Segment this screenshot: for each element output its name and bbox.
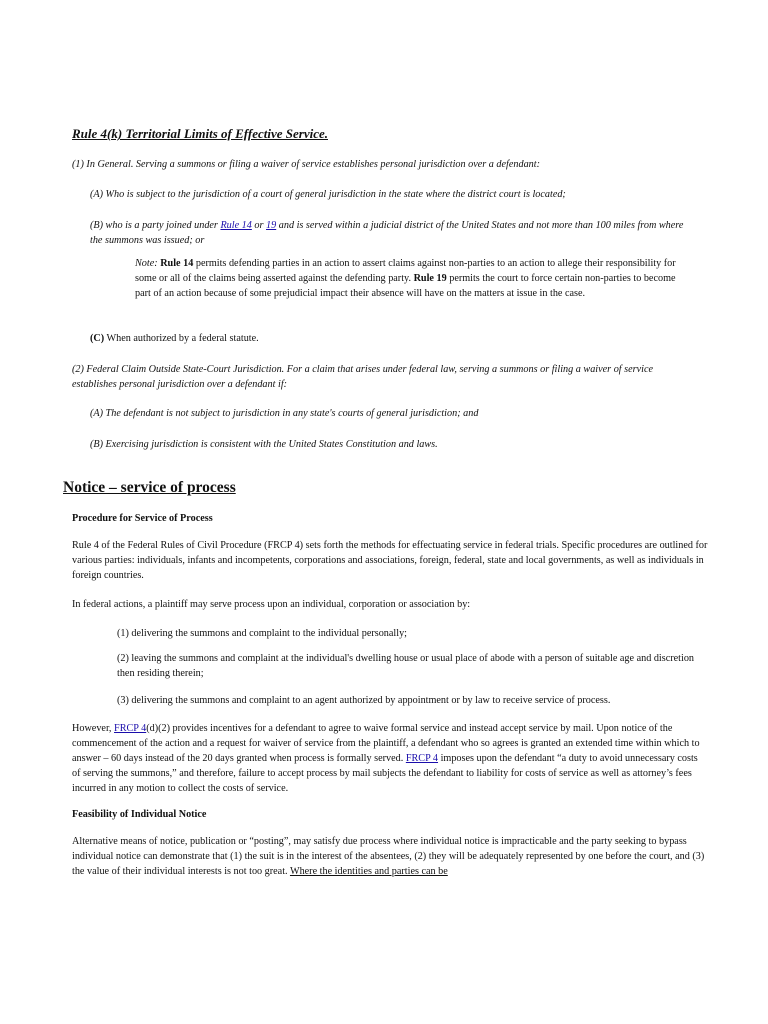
frcp-4-link-1[interactable]: FRCP 4 — [114, 723, 147, 734]
note-rule-14: Rule 14 — [160, 258, 194, 269]
feasibility-para — [72, 834, 708, 879]
note-text-1: permits defending parties in an action to assert claims against non-parties to an action to allege their responsibility for some or all of the claims being asserted against the defending party. — [135, 258, 676, 284]
feasibility-text: Alternative means of notice, publication or “posting”, may satisfy due process where individual notice is impracticable and the party seeking to bypass individual notice can demonstrate that (1) the suit is in the interest of the absentees, (2) they will be adequately represented by one before the court, and (3) the value of their individual interests is not too great. — [72, 836, 705, 877]
procedure-para-1: Rule 4 of the Federal Rules of Civil Procedure (FRCP 4) sets forth the methods for effectuating service in federal trials. Specific procedures are outlined for various parties: individuals, infants and incompetents, corporations and associations, foreign, federal, state and local governments, as well as individuals in foreign countries. — [72, 540, 708, 581]
service-method-1: (1) delivering the summons and complaint to the individual personally; — [117, 628, 408, 639]
para-1b-text-mid: or — [251, 220, 267, 231]
note-label: Note: — [135, 258, 161, 269]
para-3-text-1: (d)(2) provides incentives for a defendant to agree to waive formal service and instead accept service by mail. Upon notice of the commencement of the action and a request for waiver of service from the plaintiff, a defendant who so agrees is granted an extended time within which to answer – 60 days instead of the 20 days granted when process is formally served. — [72, 723, 700, 764]
rule-4k-para-1c — [90, 331, 712, 346]
rule-note — [135, 256, 685, 301]
frcp-4-link-2[interactable]: FRCP 4 — [405, 753, 439, 764]
para-1c-label: (C) — [90, 333, 105, 344]
notice-heading: Notice – service of process — [63, 479, 236, 496]
para-3-text-start: However, — [72, 723, 115, 734]
service-method-2: (2) leaving the summons and complaint at the individual's dwelling house or usual place of abode with a person of suitable age and discretion then residing therein; — [117, 653, 695, 679]
procedure-para-2: In federal actions, a plaintiff may serve process upon an individual, corporation or association by: — [72, 599, 471, 610]
feasibility-subheading: Feasibility of Individual Notice — [72, 809, 207, 820]
rule-4k-para-2: (2) Federal Claim Outside State-Court Jurisdiction. For a claim that arises under federal law, serving a summons or filing a waiver of service establishes personal jurisdiction over a defendant if: — [72, 364, 654, 390]
note-rule-19: Rule 19 — [413, 273, 447, 284]
para-1c-text: When authorized by a federal statute. — [104, 333, 259, 344]
note-text-2: permits the court to force certain non-parties to become part of an action because of some prejudicial impact their absence will have on the matters at issue in the case. — [135, 273, 676, 299]
rule-14-link[interactable]: Rule 14 — [220, 220, 252, 231]
rule-4k-para-2a: (A) The defendant is not subject to jurisdiction in any state's courts of general jurisdiction; and — [90, 408, 479, 419]
rule-4k-para-1a: (A) Who is subject to the jurisdiction of a court of general jurisdiction in the state where the district court is located; — [90, 189, 566, 200]
rule-4k-para-1: (1) In General. Serving a summons or filing a waiver of service establishes personal jurisdiction over a defendant: — [72, 159, 540, 170]
feasibility-underlined-text: Where the identities and parties can be — [289, 866, 448, 877]
rule-4k-para-1b — [90, 218, 690, 248]
service-method-3: (3) delivering the summons and complaint to an agent authorized by appointment or by law to receive service of process. — [117, 695, 611, 706]
para-1b-text-end: and is served within a judicial district of the United States and not more than 100 miles from where the summons was issued; or — [90, 220, 684, 246]
para-1b-text-start: (B) who is a party joined under — [90, 220, 221, 231]
procedure-subheading: Procedure for Service of Process — [72, 513, 213, 524]
rule-19-link[interactable]: 19 — [266, 220, 277, 231]
para-3-text-2: imposes upon the defendant “a duty to avoid unnecessary costs of serving the summons,” and therefore, failure to accept process by mail subjects the defendant to liability for costs of service as well as attorney’s fees incurred in any motion to collect the costs of service. — [72, 753, 698, 794]
procedure-para-3 — [72, 721, 708, 796]
rule-4k-para-2b: (B) Exercising jurisdiction is consistent with the United States Constitution and laws. — [90, 439, 438, 450]
rule-4k-heading: Rule 4(k) Territorial Limits of Effective Service. — [72, 126, 328, 141]
